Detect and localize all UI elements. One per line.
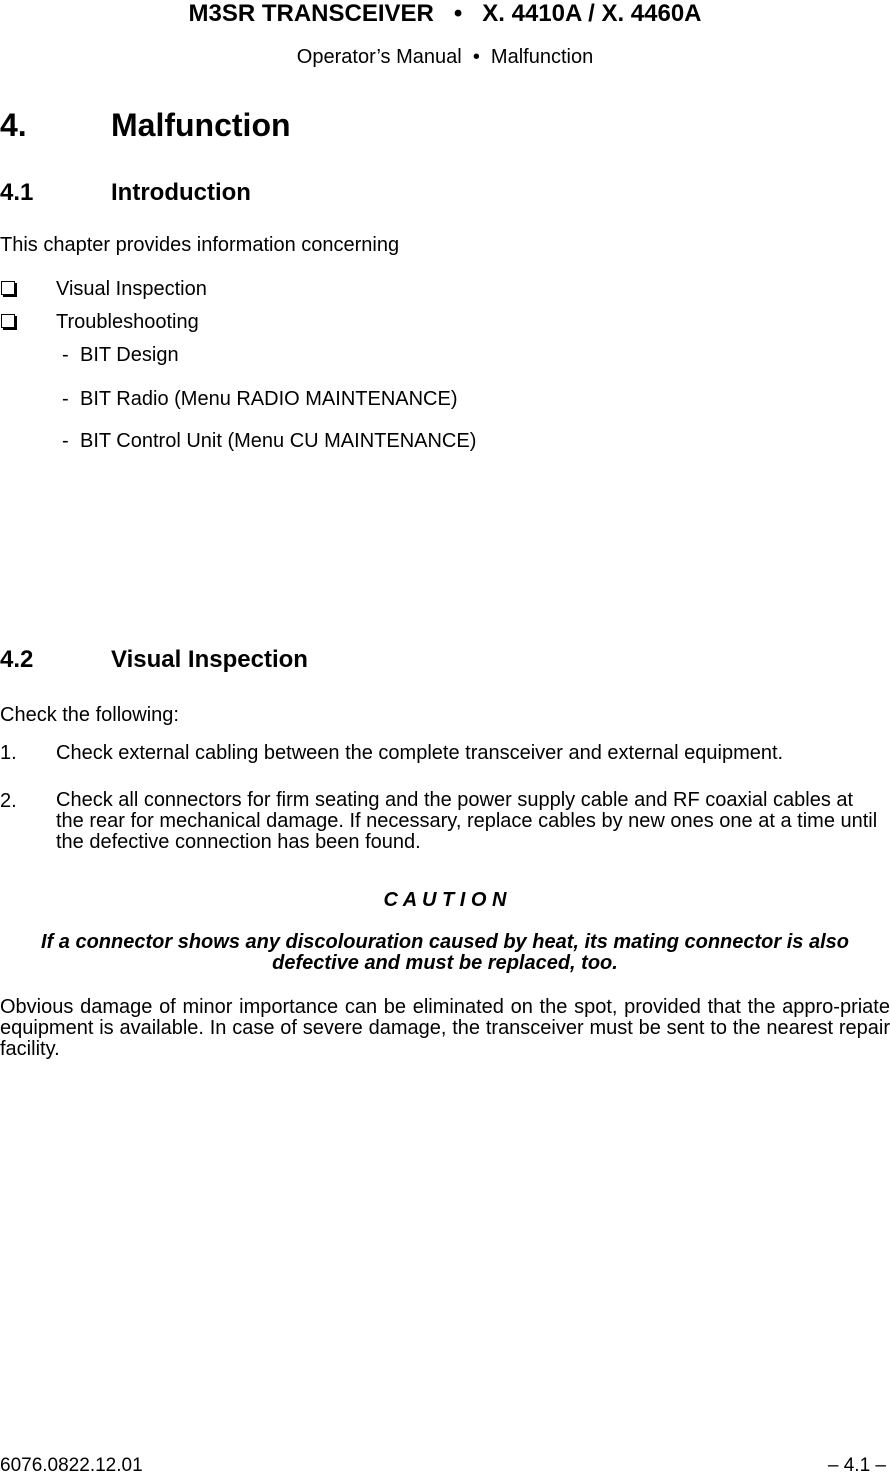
dash: - [62,388,69,410]
step-number: 2. [0,790,17,812]
step-number: 1. [0,742,17,764]
caution-title: C A U T I O N [383,889,507,911]
dash: - [62,430,69,452]
checkbox-icon [1,281,15,295]
check-intro: Check the following: [0,704,179,726]
step-text: Check all connectors for firm seating and the power supply cable and RF coaxial cables at the rear for mechanical damage. If necessary, replace cables by new ones one at a time until the defective connection has been found. [56,789,878,853]
section-4-1-title: Introduction [111,179,251,206]
dash: - [62,344,69,366]
section-4-1-number: 4.1 [0,179,34,206]
sub-list-item: BIT Design [80,344,179,366]
chapter-title: Malfunction [111,107,291,143]
header-title: M3SR TRANSCEIVER • X. 4410A / X. 4460A [188,0,702,27]
sub-list-item: BIT Radio (Menu RADIO MAINTENANCE) [80,388,458,410]
intro-text: This chapter provides information concerning [0,234,400,256]
checkbox-icon [1,314,15,328]
footer-page-number: – 4.1 – [827,1455,886,1476]
caution-text: If a connector shows any discolouration caused by heat, its mating connector is also defective and must be replaced, too. [41,931,849,974]
header-subtitle: Operator’s Manual • Malfunction [296,46,594,68]
closing-paragraph: Obvious damage of minor importance can be eliminated on the spot, provided that the appro-priate equipment is available. In case of severe damage, the transceiver must be sent to the nearest repair facility. [0,996,890,1060]
list-item: Visual Inspection [56,278,207,300]
step-text: Check external cabling between the complete transceiver and external equipment. [56,742,784,764]
footer-doc-number: 6076.0822.12.01 [0,1455,143,1476]
section-4-2-title: Visual Inspection [111,646,308,673]
list-item: Troubleshooting [56,311,199,333]
section-4-2-number: 4.2 [0,646,34,673]
chapter-number: 4. [0,107,27,143]
sub-list-item: BIT Control Unit (Menu CU MAINTENANCE) [80,430,477,452]
